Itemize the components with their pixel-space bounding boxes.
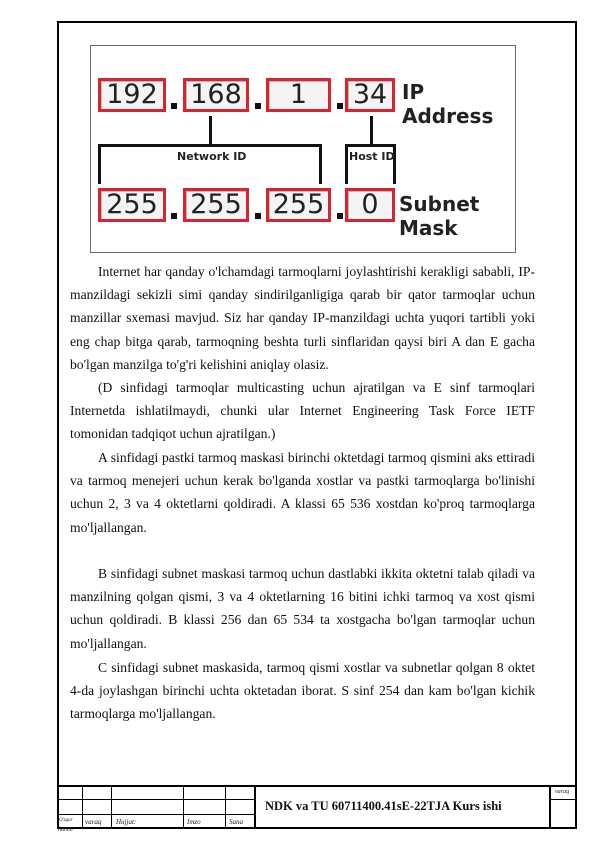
dot-separator [255, 213, 261, 219]
document-title: NDK va TU 60711400.41sE-22TJA Kurs ishi [265, 799, 502, 813]
dot-separator [337, 213, 343, 219]
varaq-right-label: varaq [555, 789, 569, 795]
paragraph-1: Internet har qanday o'lchamdagi tarmoqlarni joylashtirishi kerakligi sababli, IP-manzildagi sekizli simi qanday sindirilganligiga qarab bir qator tarmoqlar uchun manzillar sxemasi mavjud. Siz har qanday IP-manzildagi uchta yuqori tartibli yoki eng chap bitga qarab, tarmoqning beshta turli sinflaridan qaysi biri A dan E gacha bo'lgan manzilga to'g'ri kelishini aniqlay olasiz. [70, 264, 535, 372]
network-id-bracket-right [319, 144, 322, 184]
network-id-label: Network ID [177, 150, 247, 163]
host-id-bracket [345, 144, 396, 147]
ip-octet-2: 168 [183, 78, 249, 112]
mask-octet-1: 255 [98, 188, 166, 222]
dot-separator [255, 103, 261, 109]
paragraph-2: (D sinfidagi tarmoqlar multicasting uchun ajratilgan va E sinf tarmoqlari Internetda ishlatilmaydi, chunki ular Internet Engineering Task Force IETF tomonidan tadqiqot uchun ajratilgan.) [70, 380, 535, 442]
subnet-mask-label: Subnet Mask [399, 192, 480, 240]
ip-octet-3: 1 [266, 78, 331, 112]
paragraph-3: A sinfidagi pastki tarmoq maskasi birinchi oktetdagi tarmoq qismini aks ettiradi va tarmoq menejeri uchun kerak bo'lganda xostlar va pastki tarmoqlarga bo'linishi uchun 2, 3 va 4 oktetlarni qoldiradi. A klassi 65 536 xostdan ko'proq tarmoqlarga mo'ljallangan. [70, 450, 535, 535]
sana-label: Sana [229, 818, 243, 826]
host-id-connector [370, 116, 373, 144]
hamm-label: hamm [58, 827, 73, 833]
varaq-label: varaq [85, 818, 102, 826]
hujjat-label: Hujjat: [116, 818, 137, 826]
mask-octet-2: 255 [183, 188, 249, 222]
host-id-bracket-left [345, 144, 348, 184]
ozgar-label: O'zgar [59, 818, 73, 823]
ip-octet-4: 34 [345, 78, 395, 112]
ip-address-label: IP Address [402, 80, 494, 128]
network-id-bracket [98, 144, 322, 147]
dot-separator [337, 103, 343, 109]
mask-octet-3: 255 [266, 188, 331, 222]
dot-separator [171, 213, 177, 219]
paragraph-5: C sinfidagi subnet maskasida, tarmoq qismi xostlar va subnetlar qolgan 8 oktet 4-da joylashgan birinchi uchta oktetadan iborat. S sinf 254 dan kam bo'lgan kichik tarmoqlarga mo'ljallangan. [70, 660, 535, 722]
paragraph-4: B sinfidagi subnet maskasi tarmoq uchun dastlabki ikkita oktetni talab qiladi va manzilning qolgan qismi, 3 va 4 oktetlarning 16 bitini ichki tarmoq va xost qismi uchun qoldiradi. B klassi 256 dan 65 534 ta xostgacha bo'lgan tarmoqlar uchun mo'ljallangan. [70, 566, 535, 651]
imzo-label: Imzo [187, 818, 201, 826]
mask-octet-4: 0 [345, 188, 395, 222]
network-id-bracket-left [98, 144, 101, 184]
network-id-connector [209, 116, 212, 144]
host-id-label: Host ID [349, 150, 395, 163]
ip-octet-1: 192 [98, 78, 166, 112]
dot-separator [171, 103, 177, 109]
ip-subnet-figure [90, 45, 516, 253]
